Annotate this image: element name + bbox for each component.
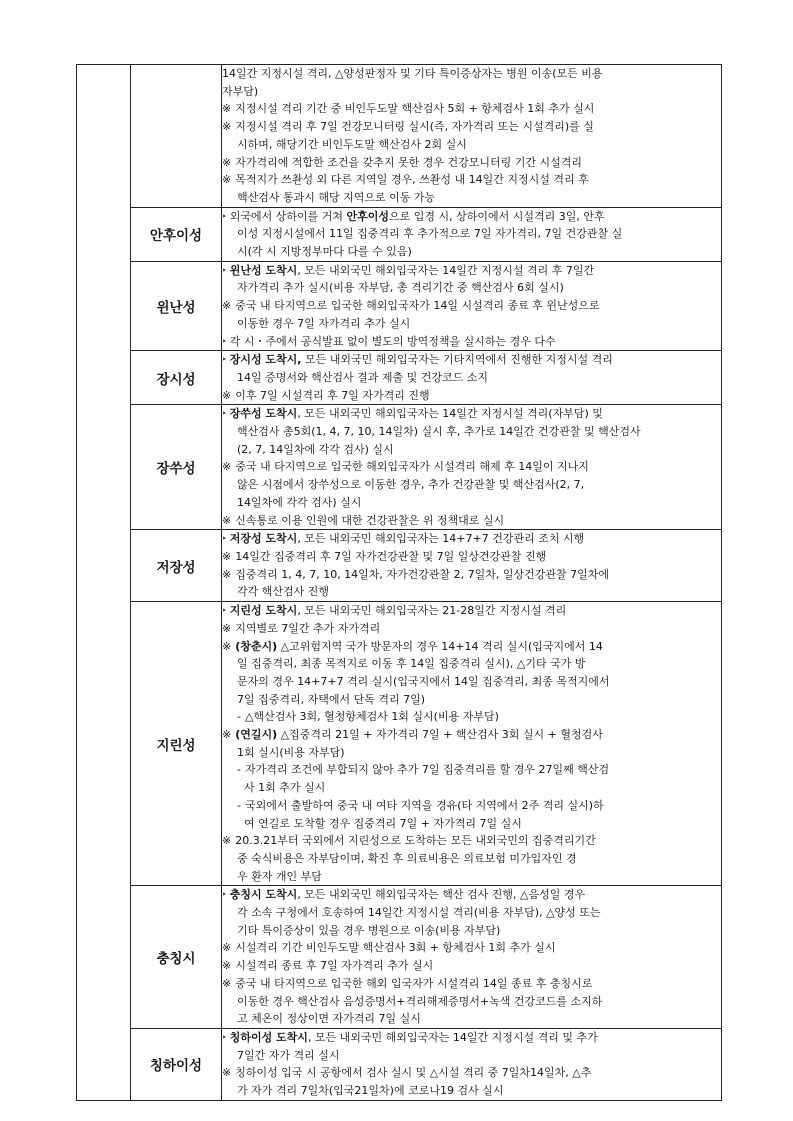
policy-line <box>222 1064 721 1082</box>
line-text: △핵산검사 3회, 혈청항체검사 1회 실시(비용 자부담) <box>244 710 499 724</box>
dash-mark: - <box>237 710 241 724</box>
line-text: 7일간 자가 격리 실시 <box>237 1048 340 1062</box>
line-text: 각 시・주에서 공식발표 없이 별도의 방역정책을 실시하는 경우 다수 <box>229 334 556 348</box>
policy-line <box>222 387 721 405</box>
bullet-icon: ‣ <box>222 890 227 900</box>
line-text: 시설격리 종료 후 7일 자가격리 추가 실시 <box>235 959 434 973</box>
policy-line <box>222 1047 721 1065</box>
policy-line <box>222 315 721 333</box>
table-row <box>77 1028 722 1100</box>
note-mark: ※ <box>222 513 232 527</box>
line-text: 으로 입경 시, 상하이에서 시설격리 3일, 안후 <box>388 209 605 223</box>
line-text: , 모든 내외국민 해외입국자는 14일간 지정시설 격리 후 7일간 <box>297 263 595 277</box>
region-cell: 충칭시 <box>131 886 222 1029</box>
policy-line <box>222 530 721 548</box>
note-mark: ※ <box>222 621 232 635</box>
line-text: 시하며, 해당기간 비인두도말 핵산검사 2회 실시 <box>237 137 467 151</box>
policy-line <box>222 1010 721 1028</box>
line-text: (2, 7, 14일차에 각각 검사) 실시 <box>237 442 394 456</box>
blank-cell <box>77 207 131 261</box>
line-emphasis: 윈난성 도착시 <box>229 263 298 277</box>
bullet-icon: ‣ <box>222 534 227 544</box>
policy-line <box>222 189 721 207</box>
table-row <box>77 530 722 602</box>
line-text: 중 숙식비용은 자부담이며, 확진 후 의료비용은 의료보험 미가입자인 경 <box>237 851 577 865</box>
policy-line <box>222 922 721 940</box>
policy-line <box>222 512 721 530</box>
line-text: 이후 7일 시설격리 후 7일 자가격리 진행 <box>235 388 430 402</box>
policy-line <box>222 566 721 584</box>
quarantine-policy-table <box>76 64 722 1101</box>
region-cell: 지린성 <box>131 602 222 886</box>
table-row <box>77 405 722 530</box>
policy-line <box>222 494 721 512</box>
note-mark: ※ <box>222 941 232 955</box>
policy-cell <box>222 405 722 530</box>
line-text: 고 체온이 정상이면 자가격리 7일 실시 <box>237 1012 421 1026</box>
blank-cell <box>77 405 131 530</box>
line-text: 모든 내외국민 해외입국자는 기타지역에서 진행한 지정시설 격리 <box>301 353 613 367</box>
line-text: 지정시설 격리 후 7일 건강모니터링 실시(즉, 자가격리 또는 시설격리)를 실 <box>235 120 594 134</box>
line-text: 자가격리에 적합한 조건을 갖추지 못한 경우 건강모니터링 기간 시설격리 <box>235 155 582 169</box>
line-emphasis: 칭하이성 도착시 <box>229 1030 308 1044</box>
policy-line <box>222 939 721 957</box>
policy-line <box>222 1029 721 1047</box>
line-text: 7일 집중격리, 자택에서 단독 격리 7일) <box>237 692 426 706</box>
line-text: 자가격리 추가 실시(비용 자부담, 총 격리기간 중 핵산검사 6회 실시) <box>237 281 564 295</box>
line-text: 시설격리 기간 비인두도말 핵산검사 3회 + 항체검사 1회 추가 실시 <box>235 941 556 955</box>
line-text: , 모든 내외국민 해외입국자는 14일간 지정시설 격리 및 추가 <box>307 1030 598 1044</box>
line-text: 14일차에 각각 검사) 실시 <box>237 495 362 509</box>
policy-line <box>222 708 721 726</box>
policy-line <box>222 868 721 886</box>
policy-line <box>222 405 721 423</box>
policy-line <box>222 279 721 297</box>
policy-line <box>222 351 721 369</box>
line-text: 20.3.21부터 국외에서 지린성으로 도착하는 모든 내외국민의 집중격리기간 <box>235 834 596 848</box>
table-row <box>77 351 722 405</box>
policy-line <box>222 100 721 118</box>
region-cell: 안후이성 <box>131 207 222 261</box>
line-text: 우 환자 개인 부담 <box>237 869 322 883</box>
policy-line <box>222 441 721 459</box>
policy-line <box>222 761 721 779</box>
line-text: 일 집중격리, 최종 목적지로 이동 후 14일 집중격리 실시), △기타 국가 방 <box>237 657 586 671</box>
note-mark: ※ <box>222 567 232 581</box>
policy-line <box>222 243 721 261</box>
table-row <box>77 207 722 261</box>
line-text: 14일 증명서와 핵산검사 결과 제출 및 건강코드 소지 <box>237 370 488 384</box>
policy-line <box>222 65 721 83</box>
line-text: 중국 내 타지역으로 입국한 해외입국자가 14일 시설격리 종료 후 윈난성으로 <box>235 299 600 313</box>
line-text: 신속통로 이용 인원에 대한 건강관찰은 위 정책대로 실시 <box>235 513 505 527</box>
line-emphasis: 저장성 도착시 <box>229 532 298 546</box>
line-emphasis: 충칭시 도착시 <box>229 888 298 902</box>
line-text: , 모든 내외국민 해외입국자는 21-28일간 지정시설 격리 <box>297 604 567 618</box>
line-emphasis: 장쑤성 도착시 <box>229 407 298 421</box>
line-text: 집중격리 1, 4, 7, 10, 14일차, 자가건강관찰 2, 7일차, 일상건강관찰 7일차에 <box>235 567 610 581</box>
dash-mark: - <box>237 798 241 812</box>
line-text: 기타 특이증상이 있을 경우 병원으로 이송(비용 자부담) <box>237 923 501 937</box>
line-text: 외국에서 상하이를 거쳐 <box>229 209 347 223</box>
line-emphasis: (연길시) <box>235 728 278 742</box>
bullet-icon: ‣ <box>222 606 227 616</box>
policy-cell <box>222 207 722 261</box>
region-cell: 윈난성 <box>131 261 222 351</box>
line-text: 않은 시점에서 장쑤성으로 이동한 경우, 추가 건강관찰 및 핵산검사(2, 7, <box>237 478 585 492</box>
policy-cell <box>222 1028 722 1100</box>
region-cell <box>131 65 222 208</box>
note-mark: ※ <box>222 120 232 134</box>
table-row <box>77 261 722 351</box>
note-mark: ※ <box>222 976 232 990</box>
line-text: 14일간 집중격리 후 7일 자가건강관찰 및 7일 일상건강관찰 진행 <box>235 549 547 563</box>
policy-cell <box>222 602 722 886</box>
policy-line <box>222 297 721 315</box>
blank-cell <box>77 602 131 886</box>
policy-line <box>222 620 721 638</box>
bullet-icon: ‣ <box>222 265 227 275</box>
policy-cell <box>222 530 722 602</box>
line-text: 자가격리 조건에 부합되지 않아 추가 7일 집중격리를 할 경우 27일째 핵산검 <box>244 763 610 777</box>
line-text: , 모든 내외국민 해외입국자는 핵산 검사 진행, △음성일 경우 <box>297 888 586 902</box>
line-text: △고위험지역 국가 방문자의 경우 14+14 격리 실시(입국지에서 14 <box>277 639 603 653</box>
bullet-icon: ‣ <box>222 336 227 346</box>
line-text: 칭하이성 입국 시 공항에서 검사 실시 및 △시설 격리 중 7일차14일차, △추 <box>235 1066 592 1080</box>
line-emphasis: 지린성 도착시 <box>229 604 298 618</box>
note-mark: ※ <box>222 299 232 313</box>
line-text: 국외에서 출발하여 중국 내 여타 지역을 경유(타 지역에서 2주 격리 실시)하 <box>244 798 604 812</box>
blank-cell <box>77 261 131 351</box>
note-mark: ※ <box>222 639 232 653</box>
region-cell: 장시성 <box>131 351 222 405</box>
note-mark: ※ <box>222 549 232 563</box>
bullet-icon: ‣ <box>222 211 227 221</box>
line-text: 각 소속 구청에서 호송하여 14일간 지정시설 격리(비용 자부담), △양성 또는 <box>237 906 601 920</box>
policy-line <box>222 154 721 172</box>
note-mark: ※ <box>222 728 232 742</box>
blank-cell <box>77 351 131 405</box>
region-cell: 칭하이성 <box>131 1028 222 1100</box>
line-text: 이성 지정시설에서 11일 집중격리 후 추가적으로 7일 자가격리, 7일 건강관찰 실 <box>237 227 623 241</box>
policy-line <box>222 262 721 280</box>
policy-line <box>222 458 721 476</box>
policy-line <box>222 476 721 494</box>
policy-line <box>222 602 721 620</box>
line-text: 문자의 경우 14+7+7 격리 실시(입국지에서 14일 집중격리, 최종 목적지에서 <box>237 674 610 688</box>
line-text: 사 1회 추가 실시 <box>244 781 326 795</box>
policy-line <box>222 583 721 601</box>
bullet-icon: ‣ <box>222 355 227 365</box>
policy-line <box>222 548 721 566</box>
policy-line <box>222 83 721 101</box>
policy-line <box>222 832 721 850</box>
policy-line <box>222 691 721 709</box>
line-text: 지역별로 7일간 추가 자가격리 <box>235 621 381 635</box>
policy-cell <box>222 351 722 405</box>
blank-cell <box>77 1028 131 1100</box>
blank-cell <box>77 65 131 208</box>
dash-mark: - <box>237 763 241 777</box>
note-mark: ※ <box>222 834 232 848</box>
blank-cell <box>77 530 131 602</box>
note-mark: ※ <box>222 155 232 169</box>
note-mark: ※ <box>222 959 232 973</box>
line-text: 핵산검사 총5회(1, 4, 7, 10, 14일차) 실시 후, 추가로 14일간 건강관찰 및 핵산검사 <box>237 425 641 439</box>
policy-cell <box>222 65 722 208</box>
line-text: 1회 실시(비용 자부담) <box>237 745 345 759</box>
policy-line <box>222 744 721 762</box>
note-mark: ※ <box>222 1066 232 1080</box>
policy-line <box>222 208 721 226</box>
policy-line <box>222 975 721 993</box>
line-text: 이동한 경우 7일 자가격리 추가 실시 <box>237 316 411 330</box>
policy-line <box>222 423 721 441</box>
line-text: 자부담) <box>222 84 259 98</box>
policy-line <box>222 136 721 154</box>
policy-cell <box>222 261 722 351</box>
bullet-icon: ‣ <box>222 409 227 419</box>
policy-cell <box>222 886 722 1029</box>
line-text: 시(각 시 지방정부마다 다를 수 있음) <box>237 245 412 259</box>
policy-line <box>222 993 721 1011</box>
line-text: 지정시설 격리 기간 중 비인두도말 핵산검사 5회 + 항체검사 1회 추가 실시 <box>235 102 595 116</box>
blank-cell <box>77 886 131 1029</box>
line-text: 핵산검사 통과시 해당 지역으로 이동 가능 <box>237 190 436 204</box>
note-mark: ※ <box>222 173 232 187</box>
policy-line <box>222 673 721 691</box>
policy-line <box>222 726 721 744</box>
policy-line <box>222 638 721 656</box>
line-text: 중국 내 타지역으로 입국한 해외입국자가 시설격리 해제 후 14일이 지나지 <box>235 460 589 474</box>
line-text: △집중격리 21일 + 자가격리 7일 + 핵산검사 3회 실시 + 혈청검사 <box>277 728 603 742</box>
note-mark: ※ <box>222 102 232 116</box>
policy-line <box>222 797 721 815</box>
policy-line <box>222 171 721 189</box>
note-mark: ※ <box>222 460 232 474</box>
policy-line <box>222 904 721 922</box>
line-text: 14일간 지정시설 격리, △양성판정자 및 기타 특이증상자는 병원 이송(모든 비용 <box>222 67 603 80</box>
policy-line <box>222 118 721 136</box>
table-row <box>77 65 722 208</box>
policy-line <box>222 333 721 351</box>
table-row <box>77 602 722 886</box>
line-text: 각각 핵산검사 진행 <box>237 585 330 599</box>
policy-line <box>222 886 721 904</box>
policy-line <box>222 369 721 387</box>
line-text: 이동한 경우 핵산검사 음성증명서+격리해제증명서+녹색 건강코드를 소지하 <box>237 994 603 1008</box>
line-text: , 모든 내외국민 해외입국자는 14+7+7 건강관리 조치 시행 <box>297 532 585 546</box>
line-text: , 모든 내외국민 해외입국자는 14일간 지정시설 격리(자부담) 및 <box>297 407 603 421</box>
note-mark: ※ <box>222 388 232 402</box>
table-row <box>77 886 722 1029</box>
region-cell: 저장성 <box>131 530 222 602</box>
line-emphasis: 장시성 도착시, <box>229 353 302 367</box>
bullet-icon: ‣ <box>222 1032 227 1042</box>
policy-line <box>222 225 721 243</box>
region-cell: 장쑤성 <box>131 405 222 530</box>
line-text: 가 자가 격리 7일차(입국21일차)에 코로나19 검사 실시 <box>237 1084 504 1098</box>
line-emphasis: 안후이성 <box>346 209 389 223</box>
line-text: 중국 내 타지역으로 입국한 해외 입국자가 시설격리 14일 종료 후 충칭시로 <box>235 976 593 990</box>
policy-line <box>222 815 721 833</box>
policy-line <box>222 779 721 797</box>
line-text: 여 연길로 도착할 경우 집중격리 7일 + 자가격리 7일 실시 <box>244 816 522 830</box>
policy-line <box>222 850 721 868</box>
line-text: 목적지가 쓰촨성 외 다른 지역일 경우, 쓰촨성 내 14일간 지정시설 격리 후 <box>235 173 589 187</box>
policy-line <box>222 957 721 975</box>
policy-line <box>222 655 721 673</box>
line-emphasis: (창춘시) <box>235 639 278 653</box>
policy-line <box>222 1082 721 1100</box>
